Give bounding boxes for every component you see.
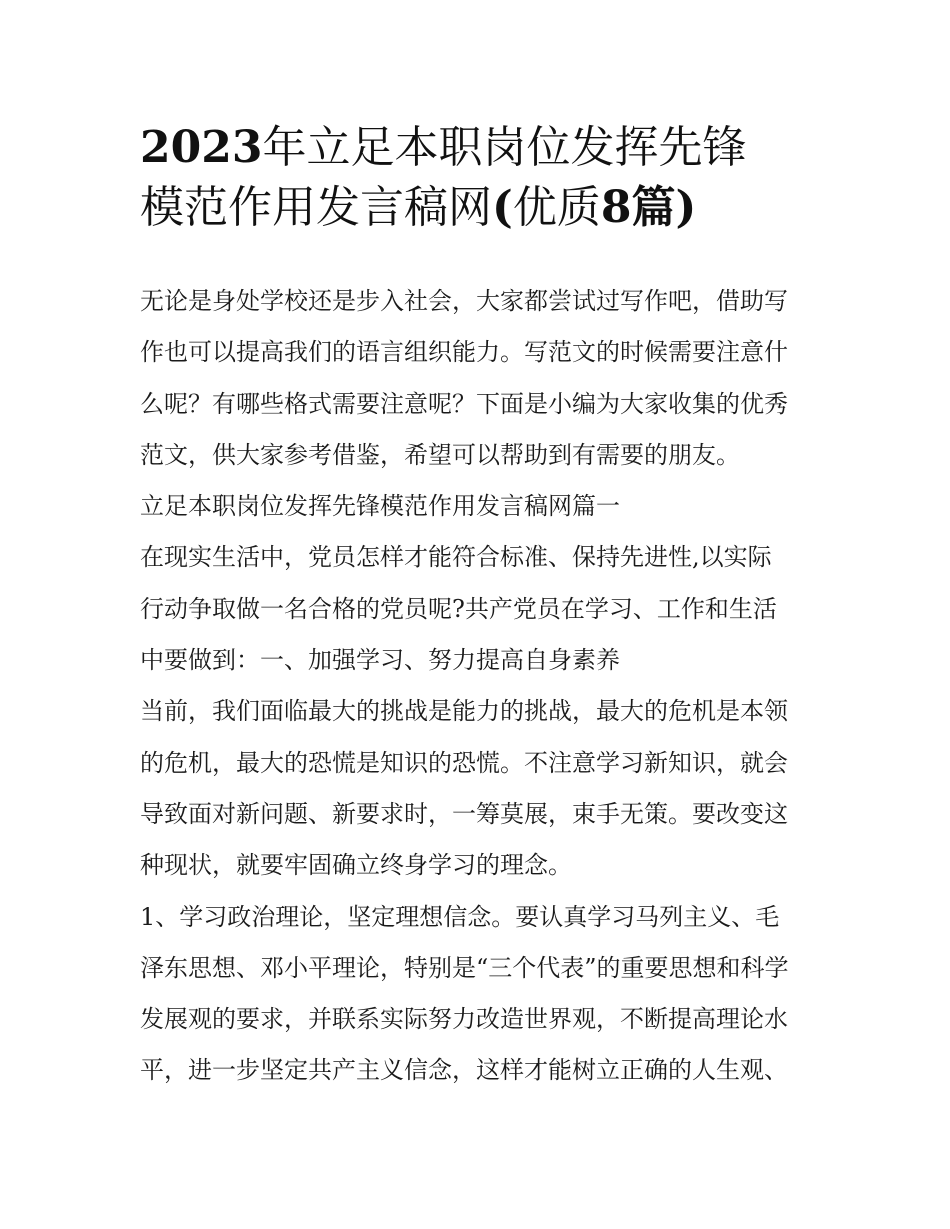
body-line: 发展观的要求，并联系实际努力改造世界观，不断提高理论水: [140, 1005, 788, 1034]
body-line: 行动争取做一名合格的党员呢?共产党员在学习、工作和生活: [140, 594, 777, 623]
body-line: 1、学习政治理论，坚定理想信念。要认真学习马列主义、毛: [140, 902, 780, 931]
title-line-2: [140, 178, 820, 238]
body-line: 中要做到：一、加强学习、努力提高自身素养: [140, 646, 620, 675]
section-heading: 立足本职岗位发挥先锋模范作用发言稿网篇一: [140, 492, 620, 521]
title-line-2-part-b: (: [492, 182, 513, 233]
body-line: 的危机，最大的恐慌是知识的恐慌。不注意学习新知识，就会: [140, 748, 788, 777]
body-line: 当前，我们面临最大的挑战是能力的挑战，最大的危机是本领: [140, 697, 788, 726]
document-body: [140, 276, 820, 1097]
body-line: 么呢？有哪些格式需要注意呢？下面是小编为大家收集的优秀: [140, 389, 788, 418]
title-line-2-part-c: 优质: [512, 182, 601, 233]
body-line: 在现实生活中，党员怎样才能符合标准、保持先进性,以实际: [140, 543, 772, 572]
body-line: 无论是身处学校还是步入社会，大家都尝试过写作吧，借助写: [140, 287, 788, 315]
body-line: 种现状，就要牢固确立终身学习的理念。: [140, 851, 572, 880]
title-line-2-part-d: 8篇): [600, 182, 697, 233]
body-line: 范文，供大家参考借鉴，希望可以帮助到有需要的朋友。: [140, 440, 740, 469]
title-line-1: [140, 118, 820, 178]
body-line: 平，进一步坚定共产主义信念，这样才能树立正确的人生观、: [140, 1056, 788, 1085]
title-year: 2023: [140, 122, 263, 173]
title-line-2-part-a: 模范作用发言稿网: [140, 182, 492, 233]
body-line: 导致面对新问题、新要求时，一筹莫展，束手无策。要改变这: [140, 799, 788, 828]
document-title: [140, 118, 820, 238]
title-line-1-rest: 年立足本职岗位发挥先锋: [262, 122, 747, 173]
body-line: 作也可以提高我们的语言组织能力。写范文的时候需要注意什: [140, 338, 788, 367]
body-line: 泽东思想、邓小平理论，特别是“三个代表”的重要思想和科学: [140, 953, 789, 982]
